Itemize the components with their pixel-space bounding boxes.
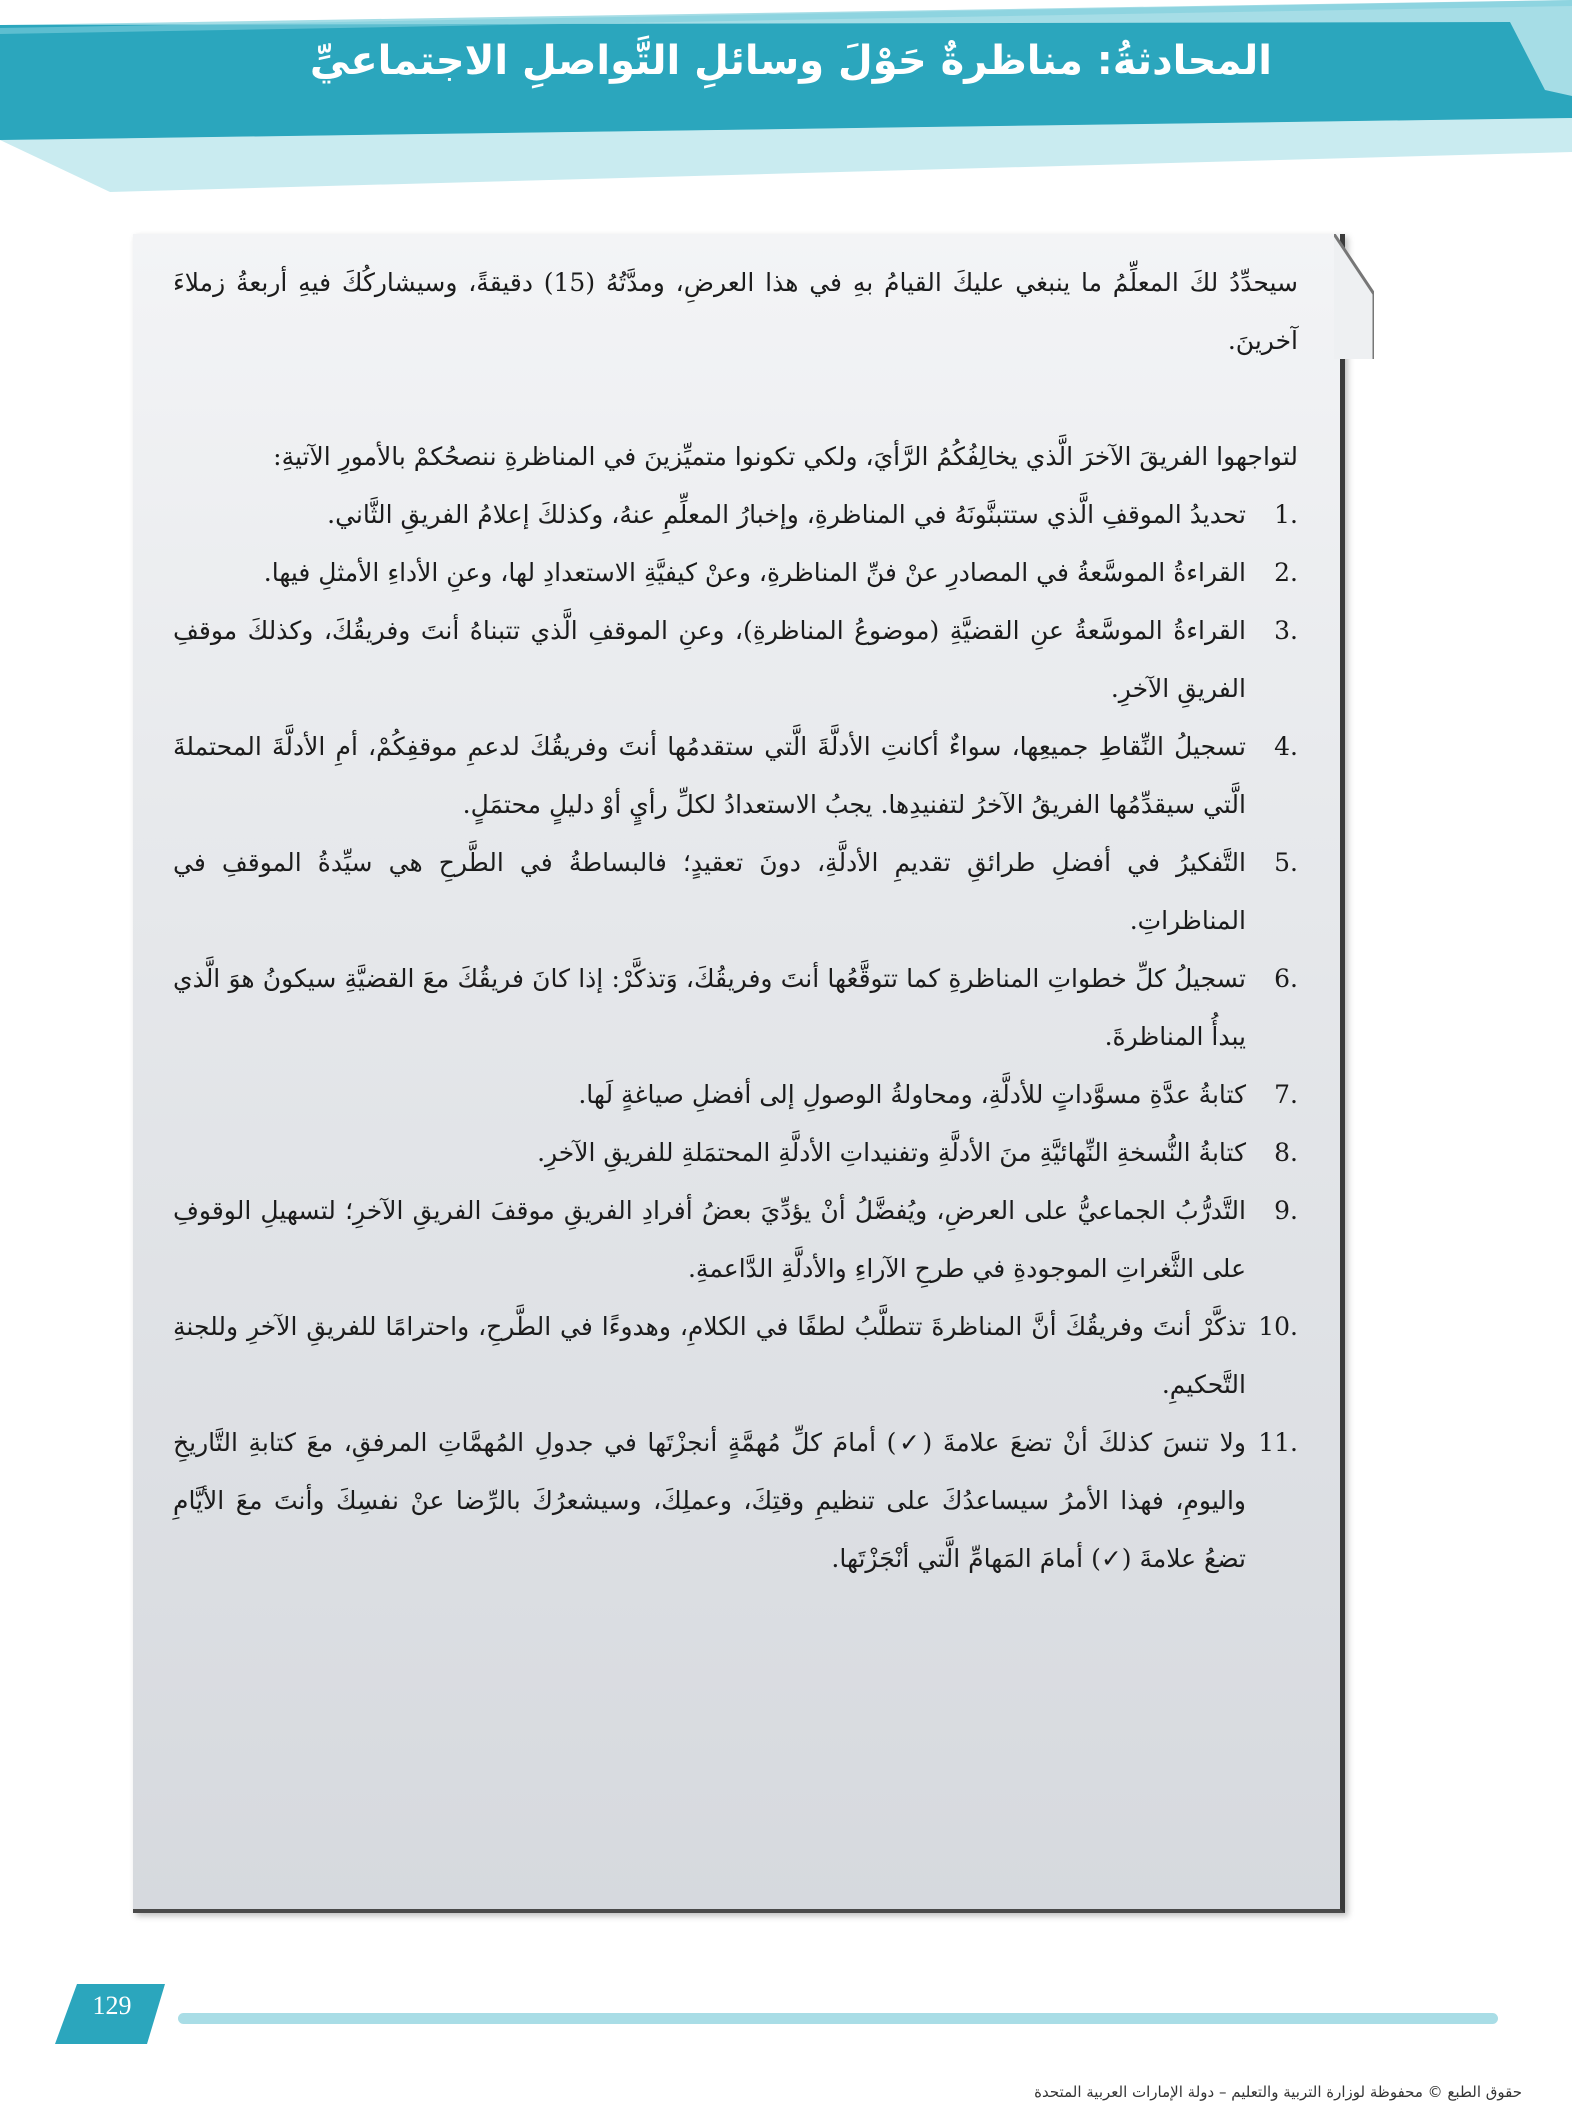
item-number: 10. [1258, 1312, 1298, 1341]
item-number: 3. [1274, 616, 1298, 645]
list-item [173, 1066, 1298, 1124]
item-number: 2. [1274, 558, 1298, 587]
card-content [173, 254, 1298, 1588]
list-item [173, 834, 1298, 950]
header-banner [0, 0, 1572, 200]
list-item [173, 1124, 1298, 1182]
item-text: التَّدرُّبُ الجماعيُّ على العرضِ، ويُفضَّلُ أنْ يؤدِّيَ بعضُ أفرادِ الفريقِ موقفَ الفريقِ الآخرِ؛ لتسهيلِ الوقوفِ على الثَّغراتِ الموجودةِ في طرحِ الآراءِ والأدلَّةِ الدَّاعمةِ. [173, 1196, 1246, 1283]
item-number: 7. [1274, 1080, 1298, 1109]
advice-list [173, 486, 1298, 1588]
item-text: تسجيلُ النِّقاطِ جميعِها، سواءٌ أكانتِ الأدلَّةَ الَّتي ستقدمُها أنتَ وفريقُكَ لدعمِ موقفِكُمْ، أمِ الأدلَّةَ المحتملةَ الَّتي سيقدِّمُها الفريقُ الآخرُ لتفنيدِها. يجبُ الاستعدادُ لكلِّ رأيٍ أوْ دليلٍ محتمَلٍ. [173, 732, 1246, 819]
intro-paragraph: سيحدِّدُ لكَ المعلِّمُ ما ينبغي عليكَ القيامُ بهِ في هذا العرضِ، ومدَّتُهُ (15) دقيقةً، وسيشاركُكَ فيهِ أربعةُ زملاءَ آخرينَ. [173, 268, 1298, 355]
page-title: المحادثةُ: مناظرةٌ حَوْلَ وسائلِ التَّواصلِ الاجتماعيِّ [309, 38, 1272, 84]
item-text: القراءةُ الموسَّعةُ عنِ القضيَّةِ (موضوعُ المناظرةِ)، وعنِ الموقفِ الَّذي تتبناهُ أنتَ وفريقُكَ، وكذلكَ موقفِ الفريقِ الآخرِ. [173, 616, 1246, 703]
list-item [173, 1182, 1298, 1298]
list-item [173, 486, 1298, 544]
item-text: تسجيلُ كلِّ خطواتِ المناظرةِ كما تتوقَّعُها أنتَ وفريقُكَ، وَتذكَّرْ: إذا كانَ فريقُكَ معَ القضيَّةِ سيكونُ هوَ الَّذي يبدأُ المناظرةَ. [173, 964, 1246, 1051]
item-number: 9. [1274, 1196, 1298, 1225]
item-number: 4. [1274, 732, 1298, 761]
list-item [173, 1298, 1298, 1414]
list-item [173, 544, 1298, 602]
item-text: كتابةُ النُّسخةِ النِّهائيَّةِ منَ الأدلَّةِ وتفنيداتِ الأدلَّةِ المحتمَلةِ للفريقِ الآخرِ. [537, 1138, 1246, 1167]
item-text: القراءةُ الموسَّعةُ في المصادرِ عنْ فنِّ المناظرةِ، وعنْ كيفيَّةِ الاستعدادِ لها، وعنِ الأداءِ الأمثلِ فيها. [263, 558, 1246, 587]
list-item [173, 950, 1298, 1066]
item-number: 6. [1274, 964, 1298, 993]
item-number: 5. [1274, 848, 1298, 877]
banner-shapes [0, 0, 1572, 200]
item-text: التَّفكيرُ في أفضلِ طرائقِ تقديمِ الأدلَّةِ، دونَ تعقيدٍ؛ فالبساطةُ في الطَّرحِ هي سيِّدةُ الموقفِ في المناظراتِ. [173, 848, 1246, 935]
lead-paragraph: لتواجهوا الفريقَ الآخرَ الَّذي يخالِفُكُمُ الرَّأيَ، ولكي تكونوا متميِّزينَ في المناظرةِ ننصحُكمْ بالأمورِ الآتيةِ: [273, 442, 1298, 471]
item-text: كتابةُ عدَّةِ مسوَّداتٍ للأدلَّةِ، ومحاولةُ الوصولِ إلى أفضلِ صياغةٍ لَها. [578, 1080, 1246, 1109]
item-text: ولا تنسَ كذلكَ أنْ تضعَ علامةَ (✓) أمامَ كلِّ مُهمَّةٍ أنجزْتَها في جدولِ المُهمَّاتِ المرفقِ، معَ كتابةِ التَّاريخِ واليومِ، فهذا الأمرُ سيساعدُكَ على تنظيمِ وقتِكَ، وعملِكَ، وسيشعرُكَ بالرِّضا عنْ نفسِكَ وأنتَ معَ الأيَّامِ تضعُ علامةَ (✓) أمامَ المَهامِّ الَّتي أنْجَزْتَها. [173, 1428, 1246, 1573]
list-item [173, 718, 1298, 834]
item-number: 11. [1258, 1428, 1298, 1457]
spacer [173, 370, 1298, 428]
list-item [173, 1414, 1298, 1588]
item-number: 8. [1274, 1138, 1298, 1167]
footer-rule [178, 2013, 1498, 2024]
page-number: 129 [92, 1991, 132, 2020]
content-card [133, 234, 1345, 1913]
item-text: تذكَّرْ أنتَ وفريقُكَ أنَّ المناظرةَ تتطلَّبُ لطفًا في الكلامِ، وهدوءًا في الطَّرحِ، واحترامًا للفريقِ الآخرِ وللجنةِ التَّحكيمِ. [173, 1312, 1246, 1399]
list-item [173, 602, 1298, 718]
copyright-note: حقوق الطبع © محفوظة لوزارة التربية والتعليم – دولة الإمارات العربية المتحدة [1034, 2083, 1522, 2101]
item-number: 1. [1274, 500, 1298, 529]
page-fold-corner [1334, 234, 1374, 359]
item-text: تحديدُ الموقفِ الَّذي ستتبنَّونَهُ في المناظرةِ، وإخبارُ المعلِّمِ عنهُ، وكذلكَ إعلامُ الفريقِ الثَّاني. [327, 500, 1246, 529]
